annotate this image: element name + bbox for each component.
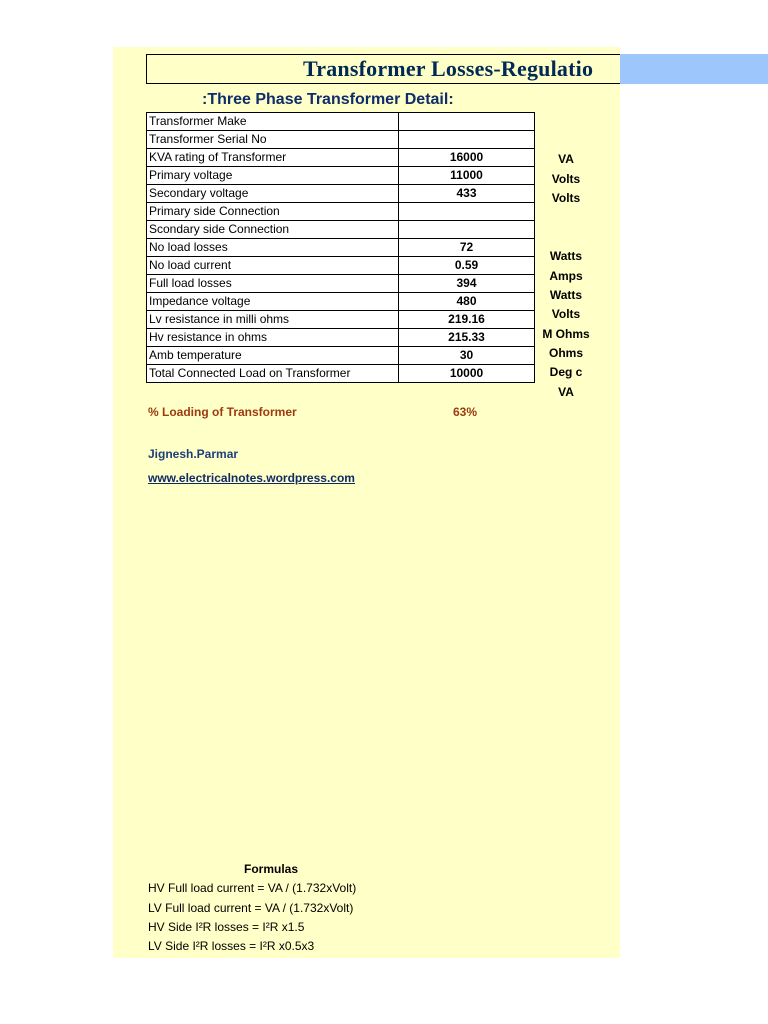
unit-label: Deg c bbox=[549, 365, 583, 379]
unit-label: Watts bbox=[549, 288, 583, 302]
table-row bbox=[147, 329, 535, 347]
value-cell[interactable]: 10000 bbox=[399, 365, 535, 383]
unit-label: VA bbox=[558, 152, 574, 166]
formula-line: HV Side I²R losses = I²R x1.5 bbox=[148, 920, 305, 934]
unit-label: Volts bbox=[551, 307, 581, 321]
unit-label: Watts bbox=[549, 249, 583, 263]
unit-label: Ohms bbox=[548, 346, 583, 360]
formulas-title: Formulas bbox=[244, 862, 299, 876]
unit-label: Amps bbox=[549, 269, 583, 283]
row-label: Secondary voltage bbox=[147, 185, 399, 203]
table-row bbox=[147, 239, 535, 257]
value-cell[interactable]: 0.59 bbox=[399, 257, 535, 275]
table-row bbox=[147, 257, 535, 275]
table-row bbox=[147, 221, 535, 239]
value-cell[interactable]: 215.33 bbox=[399, 329, 535, 347]
table-row bbox=[147, 311, 535, 329]
table-row bbox=[147, 167, 535, 185]
row-label: KVA rating of Transformer bbox=[147, 149, 399, 167]
value-cell[interactable] bbox=[399, 203, 535, 221]
title-band bbox=[620, 54, 768, 84]
formula-line: HV Full load current = VA / (1.732xVolt) bbox=[148, 881, 357, 895]
title-cell[interactable] bbox=[146, 54, 620, 84]
value-cell[interactable]: 219.16 bbox=[399, 311, 535, 329]
transformer-detail-table bbox=[146, 112, 535, 383]
row-label: Primary voltage bbox=[147, 167, 399, 185]
value-cell[interactable] bbox=[399, 113, 535, 131]
value-cell[interactable]: 11000 bbox=[399, 167, 535, 185]
section-title: :Three Phase Transformer Detail: bbox=[202, 91, 454, 108]
row-label: Amb temperature bbox=[147, 347, 399, 365]
row-label: Primary side Connection bbox=[147, 203, 399, 221]
unit-label: Volts bbox=[551, 191, 581, 205]
table-row bbox=[147, 131, 535, 149]
table-row bbox=[147, 347, 535, 365]
unit-label: M Ohms bbox=[542, 327, 590, 341]
table-row bbox=[147, 275, 535, 293]
value-cell[interactable]: 394 bbox=[399, 275, 535, 293]
row-label: Transformer Make bbox=[147, 113, 399, 131]
table-row bbox=[147, 203, 535, 221]
unit-label: Volts bbox=[551, 172, 581, 186]
author-name: Jignesh.Parmar bbox=[148, 447, 239, 461]
row-label: Full load losses bbox=[147, 275, 399, 293]
row-label: Lv resistance in milli ohms bbox=[147, 311, 399, 329]
row-label: No load losses bbox=[147, 239, 399, 257]
website-link[interactable]: www.electricalnotes.wordpress.com bbox=[148, 471, 355, 485]
loading-value: 63% bbox=[452, 405, 478, 419]
formula-line: LV Full load current = VA / (1.732xVolt) bbox=[148, 901, 354, 915]
value-cell[interactable] bbox=[399, 221, 535, 239]
value-cell[interactable]: 72 bbox=[399, 239, 535, 257]
formula-line: LV Side I²R losses = I²R x0.5x3 bbox=[148, 939, 315, 953]
value-cell[interactable]: 433 bbox=[399, 185, 535, 203]
table-row bbox=[147, 149, 535, 167]
row-label: Hv resistance in ohms bbox=[147, 329, 399, 347]
value-cell[interactable]: 480 bbox=[399, 293, 535, 311]
row-label: No load current bbox=[147, 257, 399, 275]
table-row bbox=[147, 113, 535, 131]
table-row bbox=[147, 293, 535, 311]
value-cell[interactable]: 30 bbox=[399, 347, 535, 365]
unit-label: VA bbox=[558, 385, 574, 399]
value-cell[interactable] bbox=[399, 131, 535, 149]
row-label: Total Connected Load on Transformer bbox=[147, 365, 399, 383]
value-cell[interactable]: 16000 bbox=[399, 149, 535, 167]
page-title: Transformer Losses-Regulatio bbox=[303, 56, 594, 81]
table-row bbox=[147, 365, 535, 383]
loading-label: % Loading of Transformer bbox=[148, 405, 297, 419]
row-label: Transformer Serial No bbox=[147, 131, 399, 149]
row-label: Scondary side Connection bbox=[147, 221, 399, 239]
row-label: Impedance voltage bbox=[147, 293, 399, 311]
table-row bbox=[147, 185, 535, 203]
